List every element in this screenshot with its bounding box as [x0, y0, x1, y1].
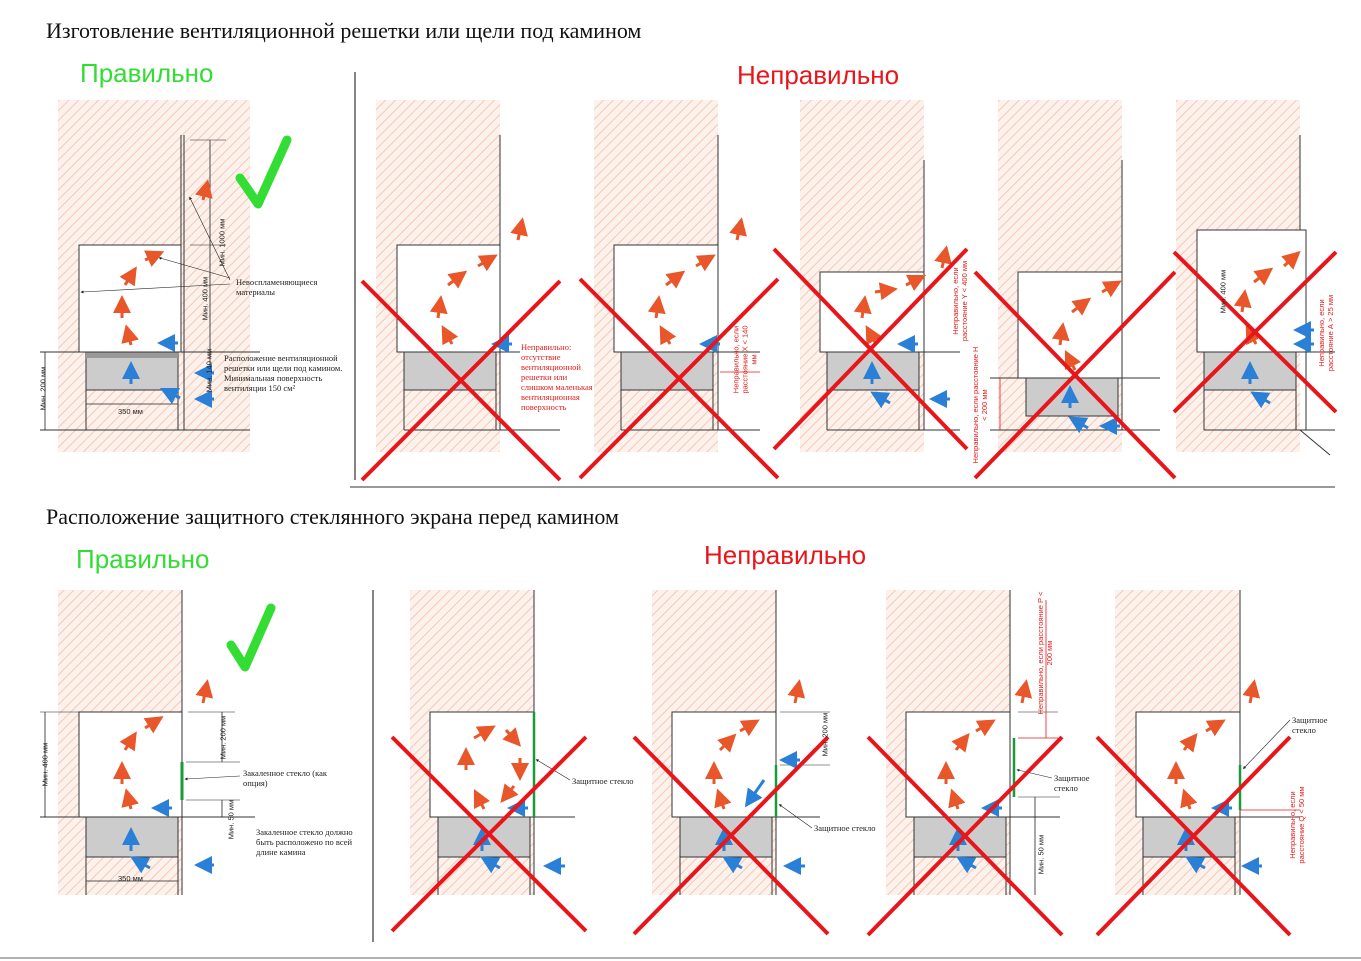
s2-dim-min-50: Мин. 50 мм	[226, 799, 236, 840]
s1-note-materials: Невоспламеняющиеся материалы	[236, 277, 318, 297]
s2-dim-min-200: Мин. 200 мм	[218, 715, 228, 760]
s2-note-protective-4: Защитное стекло	[1292, 715, 1328, 735]
section2-wrong-label: Неправильно	[704, 540, 867, 570]
s2-dim-350: 350 мм	[118, 874, 143, 883]
section2-title: Расположение защитного стеклянного экрана перед камином	[46, 504, 619, 529]
s1-note-no-grill: Неправильно: отсутствие вентиляционной решетки или слишком маленькая вентиляционная поверхность	[521, 342, 593, 412]
s2-wrong-diagram-3	[868, 590, 1062, 935]
s1-wrong-y: Неправильно, если расстояние Y < 400 мм	[951, 260, 969, 342]
s1-wrong-a: Неправильно, если расстояние А > 25 мм	[1317, 294, 1335, 372]
s1-wrong-diagram-2	[580, 100, 778, 478]
s2-dim-min-200-b: Мин. 200 мм	[820, 712, 830, 757]
s2-wrong-diagram-2	[634, 590, 830, 934]
s1-dim-min-140: Мин. 140 мм	[204, 348, 214, 393]
s1-wrong-x: Неправильно, если расстояние Х < 140 мм	[731, 325, 759, 394]
s1-dim-min-400-b: Мин. 400 мм	[1218, 269, 1228, 314]
s2-wrong-diagram-1	[392, 590, 586, 931]
s2-note-protective-1: Защитное стекло	[572, 776, 634, 786]
section1-title: Изготовление вентиляционной решетки или щели под камином	[46, 18, 642, 43]
s1-dim-min-200: Мин. 200 мм	[38, 366, 48, 411]
section2-correct-label: Правильно	[76, 544, 210, 574]
s1-wrong-diagram-5	[1174, 100, 1336, 455]
s2-note-glass-option: Закаленное стекло (как опция)	[243, 768, 327, 788]
s1-dim-min-1000: Мин. 1000 мм	[217, 218, 227, 267]
s1-wrong-h: Неправильно, если расстояние Н < 200 мм	[971, 346, 989, 464]
s1-correct-diagram	[40, 100, 287, 452]
s2-note-protective-3: Защитное стекло	[1054, 773, 1090, 793]
section1-correct-label: Правильно	[80, 58, 214, 88]
s2-wrong-diagram-4	[1097, 590, 1300, 935]
s1-wrong-diagram-3	[774, 100, 967, 452]
s2-dim-min-50-b: Мин. 50 мм	[1036, 834, 1046, 875]
s2-note-protective-2: Защитное стекло	[814, 823, 876, 833]
s1-wrong-diagram-1	[362, 100, 560, 480]
section1-wrong-label: Неправильно	[737, 60, 900, 90]
s2-wrong-q: Неправильно, если расстояние Q < 50 мм	[1288, 786, 1306, 864]
s1-wrong-diagram-4	[975, 100, 1175, 478]
s1-dim-min-400: Мин. 400 мм	[200, 276, 210, 321]
s2-dim-min-400: Мин. 400 мм	[40, 742, 50, 787]
s2-wrong-p: Неправильно, если расстояние Р < 200 мм	[1036, 591, 1054, 715]
s1-dim-350: 350 мм	[118, 407, 143, 416]
s1-note-vent: Расположение вентиляционной решетки или щели под камином. Минимальная поверхность вентиляции 150 см²	[224, 353, 343, 393]
s2-note-glass-length: Закаленное стекло должно быть расположено по всей длине камина	[256, 827, 353, 857]
s2-correct-diagram	[40, 590, 271, 895]
